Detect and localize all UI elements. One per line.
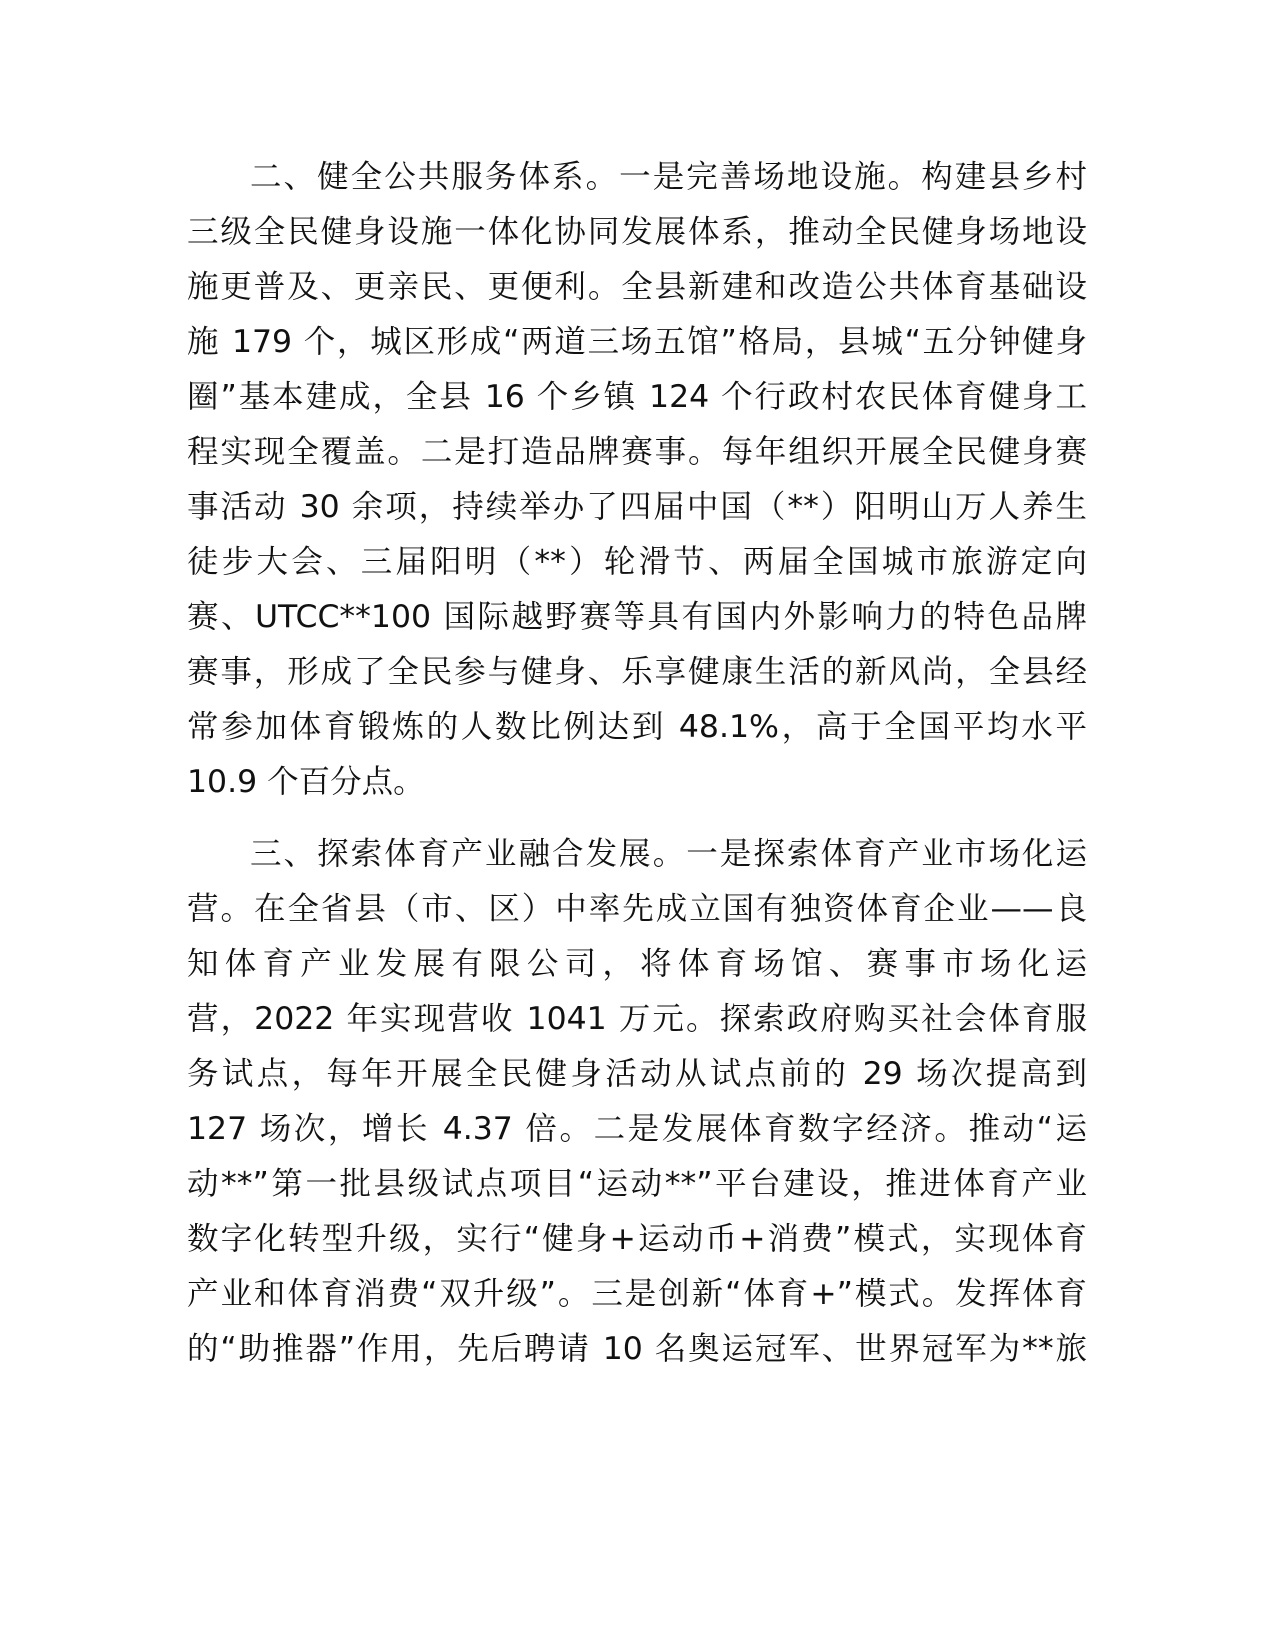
paragraph-line: 三、探索体育产业融合发展。一是探索体育产业市场化运: [250, 836, 1087, 872]
paragraph-line: 营，2022 年实现营收 1041 万元。探索政府购买社会体育服: [187, 1001, 1087, 1037]
paragraph-line: 的“助推器”作用，先后聘请 10 名奥运冠军、世界冠军为**旅: [187, 1331, 1087, 1367]
paragraph-line: 知体育产业发展有限公司，将体育场馆、赛事市场化运: [187, 946, 1087, 982]
paragraph-line: 务试点，每年开展全民健身活动从试点前的 29 场次提高到: [187, 1056, 1087, 1092]
paragraph-line: 圈”基本建成，全县 16 个乡镇 124 个行政村农民体育健身工: [187, 379, 1087, 415]
paragraph-line: 施更普及、更亲民、更便利。全县新建和改造公共体育基础设: [187, 269, 1087, 305]
paragraph-line: 三级全民健身设施一体化协同发展体系，推动全民健身场地设: [187, 214, 1087, 250]
paragraph-line: 程实现全覆盖。二是打造品牌赛事。每年组织开展全民健身赛: [187, 434, 1087, 470]
paragraph-line: 产业和体育消费“双升级”。三是创新“体育+”模式。发挥体育: [187, 1276, 1087, 1312]
paragraph-line: 动**”第一批县级试点项目“运动**”平台建设，推进体育产业: [187, 1166, 1087, 1202]
paragraph-line: 徒步大会、三届阳明（**）轮滑节、两届全国城市旅游定向: [187, 544, 1087, 580]
paragraph-line: 赛事，形成了全民参与健身、乐享健康生活的新风尚，全县经: [187, 654, 1087, 690]
paragraph-line: 127 场次，增长 4.37 倍。二是发展体育数字经济。推动“运: [187, 1111, 1087, 1147]
paragraph-line: 赛、UTCC**100 国际越野赛等具有国内外影响力的特色品牌: [187, 599, 1087, 635]
paragraph-line: 施 179 个，城区形成“两道三场五馆”格局，县城“五分钟健身: [187, 324, 1087, 360]
paragraph-line: 营。在全省县（市、区）中率先成立国有独资体育企业——良: [187, 891, 1087, 927]
paragraph-line: 常参加体育锻炼的人数比例达到 48.1%，高于全国平均水平: [187, 709, 1087, 745]
paragraph-line: 数字化转型升级，实行“健身+运动币+消费”模式，实现体育: [187, 1221, 1087, 1257]
paragraph-line: 10.9 个百分点。: [187, 764, 425, 800]
paragraph-line: 二、健全公共服务体系。一是完善场地设施。构建县乡村: [250, 159, 1087, 195]
paragraph-line: 事活动 30 余项，持续举办了四届中国（**）阳明山万人养生: [187, 489, 1087, 525]
